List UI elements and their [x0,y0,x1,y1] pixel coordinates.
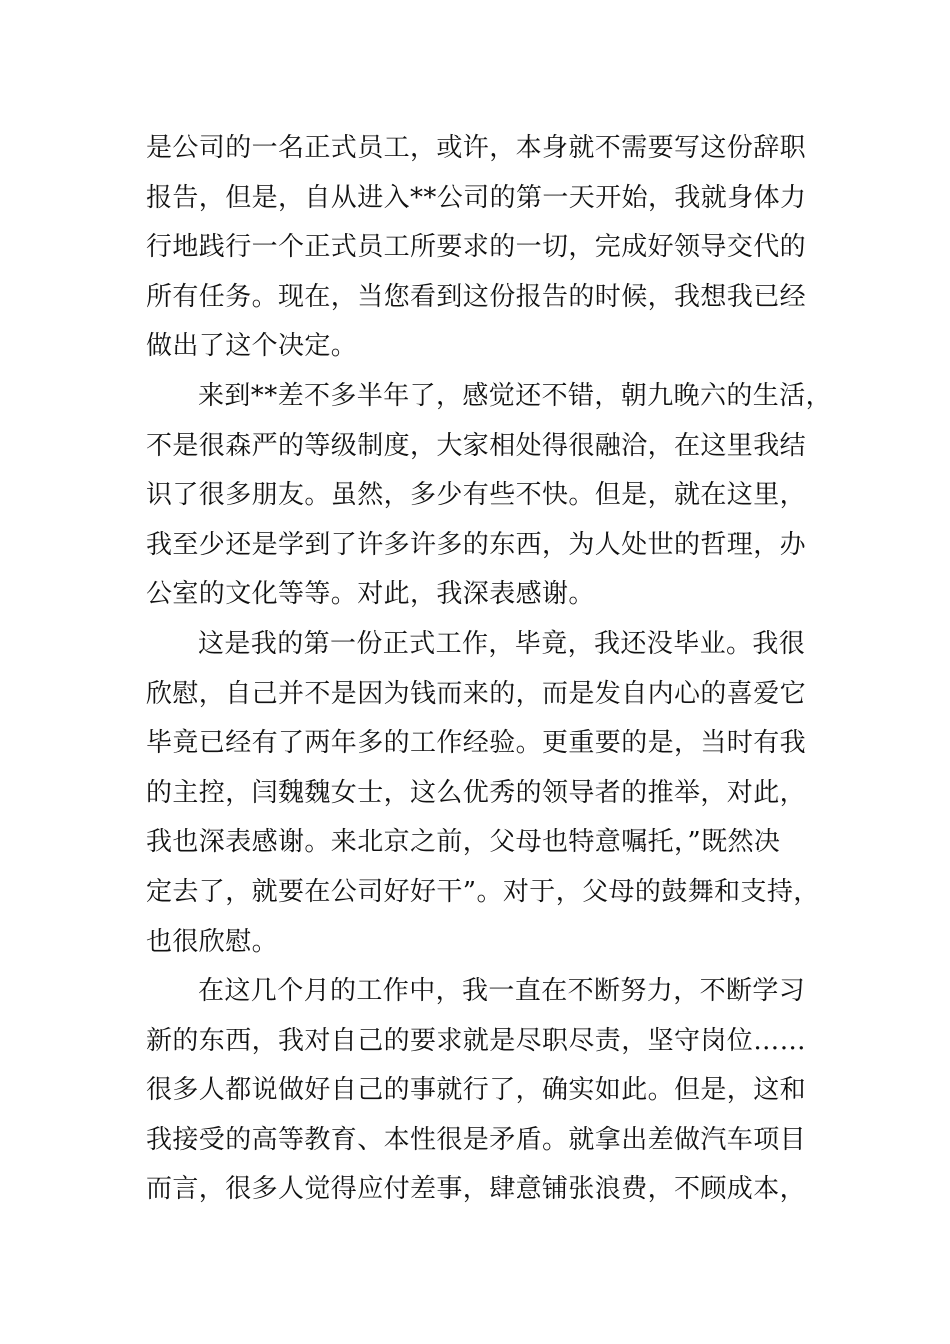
text-line: 报告，但是，自从进入**公司的第一天开始，我就身体力 [146,182,807,213]
text-line: 而言，很多人觉得应付差事，肆意铺张浪费，不顾成本， [146,1174,807,1205]
text-line: 我至少还是学到了许多许多的东西，为人处世的哲理，办 [146,529,807,560]
text-line: 行地践行一个正式员工所要求的一切，完成好领导交代的 [146,232,807,263]
text-line: 很多人都说做好自己的事就行了，确实如此。但是，这和 [146,1075,807,1106]
paragraph-first-line: 在这几个月的工作中，我一直在不断努力，不断学习 [198,976,806,1007]
text-line: 是公司的一名正式员工，或许，本身就不需要写这份辞职 [146,133,807,163]
paragraph-first-line: 来到**差不多半年了，感觉还不错，朝九晚六的生活， [198,380,833,411]
text-line: 欣慰，自己并不是因为钱而来的，而是发自内心的喜爱它 [146,678,807,709]
text-line: 的主控，闫魏魏女士，这么优秀的领导者的推举，对此， [146,777,807,808]
text-line: 毕竟已经有了两年多的工作经验。更重要的是，当时有我 [146,728,807,759]
text-line: 我也深表感谢。来北京之前，父母也特意嘱托，”既然决 [146,827,781,858]
text-line: 做出了这个决定。 [146,331,358,362]
text-line: 新的东西，我对自己的要求就是尽职尽责，坚守岗位…… [146,1025,807,1056]
text-line: 定去了，就要在公司好好干”。对于，父母的鼓舞和支持， [146,876,820,907]
text-line: 我接受的高等教育、本性很是矛盾。就拿出差做汽车项目 [146,1124,807,1155]
body-text [146,124,836,1215]
text-line: 所有任务。现在，当您看到这份报告的时候，我想我已经 [146,281,807,312]
text-line: 也很欣慰。 [146,926,279,957]
paragraph-first-line: 这是我的第一份正式工作，毕竟，我还没毕业。我很 [198,628,806,659]
text-line: 不是很森严的等级制度，大家相处得很融洽，在这里我结 [146,430,807,461]
text-line: 识了很多朋友。虽然，多少有些不快。但是，就在这里， [146,480,807,511]
text-line: 公室的文化等等。对此，我深表感谢。 [146,579,595,610]
